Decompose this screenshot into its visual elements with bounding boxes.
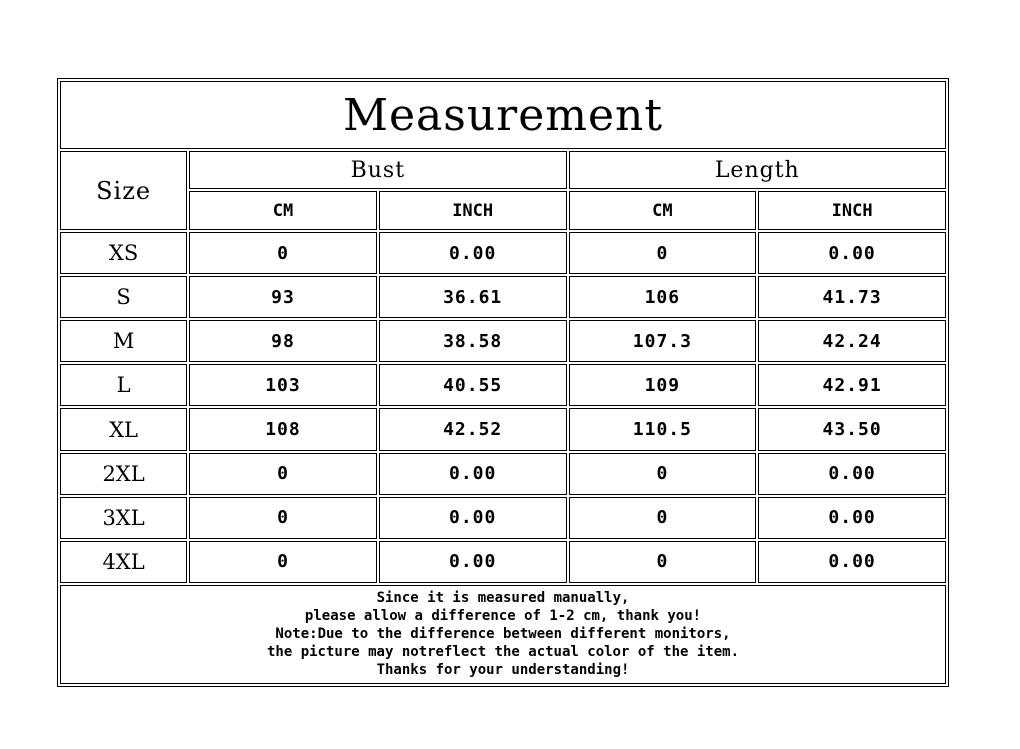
- note-line: Since it is measured manually,: [376, 590, 630, 607]
- bust-cm-cell: 0: [189, 497, 377, 539]
- title-row: [60, 81, 946, 149]
- size-chart-table: [57, 78, 949, 687]
- length-cm-cell: 107.3: [569, 320, 757, 362]
- note-line: the picture may notreflect the actual color of the item.: [266, 644, 739, 661]
- length-inch-cell: 42.24: [758, 320, 946, 362]
- note-line: Note:Due to the difference between different monitors,: [275, 626, 731, 643]
- size-cell: XL: [60, 408, 187, 450]
- bust-cm-cell: 0: [189, 541, 377, 583]
- size-column-header: Size: [60, 151, 187, 230]
- bust-inch-cell: 0.00: [379, 232, 567, 274]
- bust-inch-cell: 0.00: [379, 497, 567, 539]
- table-row: [60, 232, 946, 274]
- table-row: [60, 320, 946, 362]
- measurement-note: [60, 585, 946, 684]
- bust-inch-cell: 40.55: [379, 364, 567, 406]
- bust-inch-cell: 36.61: [379, 276, 567, 318]
- size-cell: 4XL: [60, 541, 187, 583]
- bust-cm-cell: 0: [189, 232, 377, 274]
- size-cell: L: [60, 364, 187, 406]
- table-row: [60, 364, 946, 406]
- bust-cm-cell: 0: [189, 453, 377, 495]
- note-line: Thanks for your understanding!: [376, 662, 630, 679]
- length-inch-cell: 42.91: [758, 364, 946, 406]
- length-inch-cell: 41.73: [758, 276, 946, 318]
- bust-inch-cell: 0.00: [379, 541, 567, 583]
- size-cell: XS: [60, 232, 187, 274]
- bust-inch-cell: 0.00: [379, 453, 567, 495]
- table-row: [60, 408, 946, 450]
- length-cm-cell: 0: [569, 497, 757, 539]
- note-line: please allow a difference of 1-2 cm, thank you!: [304, 608, 702, 625]
- length-cm-cell: 110.5: [569, 408, 757, 450]
- bust-cm-cell: 103: [189, 364, 377, 406]
- size-cell: 2XL: [60, 453, 187, 495]
- length-cm-cell: 0: [569, 541, 757, 583]
- length-inch-cell: 0.00: [758, 453, 946, 495]
- bust-cm-cell: 98: [189, 320, 377, 362]
- bust-inch-cell: 38.58: [379, 320, 567, 362]
- length-cm-header: CM: [569, 191, 757, 230]
- bust-cm-header: CM: [189, 191, 377, 230]
- bust-header: Bust: [189, 151, 566, 189]
- length-inch-cell: 43.50: [758, 408, 946, 450]
- length-cm-cell: 109: [569, 364, 757, 406]
- bust-cm-cell: 93: [189, 276, 377, 318]
- note-row: [60, 585, 946, 684]
- length-inch-cell: 0.00: [758, 541, 946, 583]
- length-inch-cell: 0.00: [758, 232, 946, 274]
- length-header: Length: [569, 151, 946, 189]
- chart-title: Measurement: [60, 81, 946, 149]
- unit-header-row: [60, 191, 946, 230]
- size-cell: S: [60, 276, 187, 318]
- table-row: [60, 497, 946, 539]
- length-cm-cell: 0: [569, 232, 757, 274]
- table-row: [60, 541, 946, 583]
- length-cm-cell: 106: [569, 276, 757, 318]
- table-row: [60, 276, 946, 318]
- size-cell: M: [60, 320, 187, 362]
- bust-cm-cell: 108: [189, 408, 377, 450]
- length-cm-cell: 0: [569, 453, 757, 495]
- group-header-row: [60, 151, 946, 189]
- table-row: [60, 453, 946, 495]
- size-cell: 3XL: [60, 497, 187, 539]
- bust-inch-header: INCH: [379, 191, 567, 230]
- bust-inch-cell: 42.52: [379, 408, 567, 450]
- length-inch-header: INCH: [758, 191, 946, 230]
- length-inch-cell: 0.00: [758, 497, 946, 539]
